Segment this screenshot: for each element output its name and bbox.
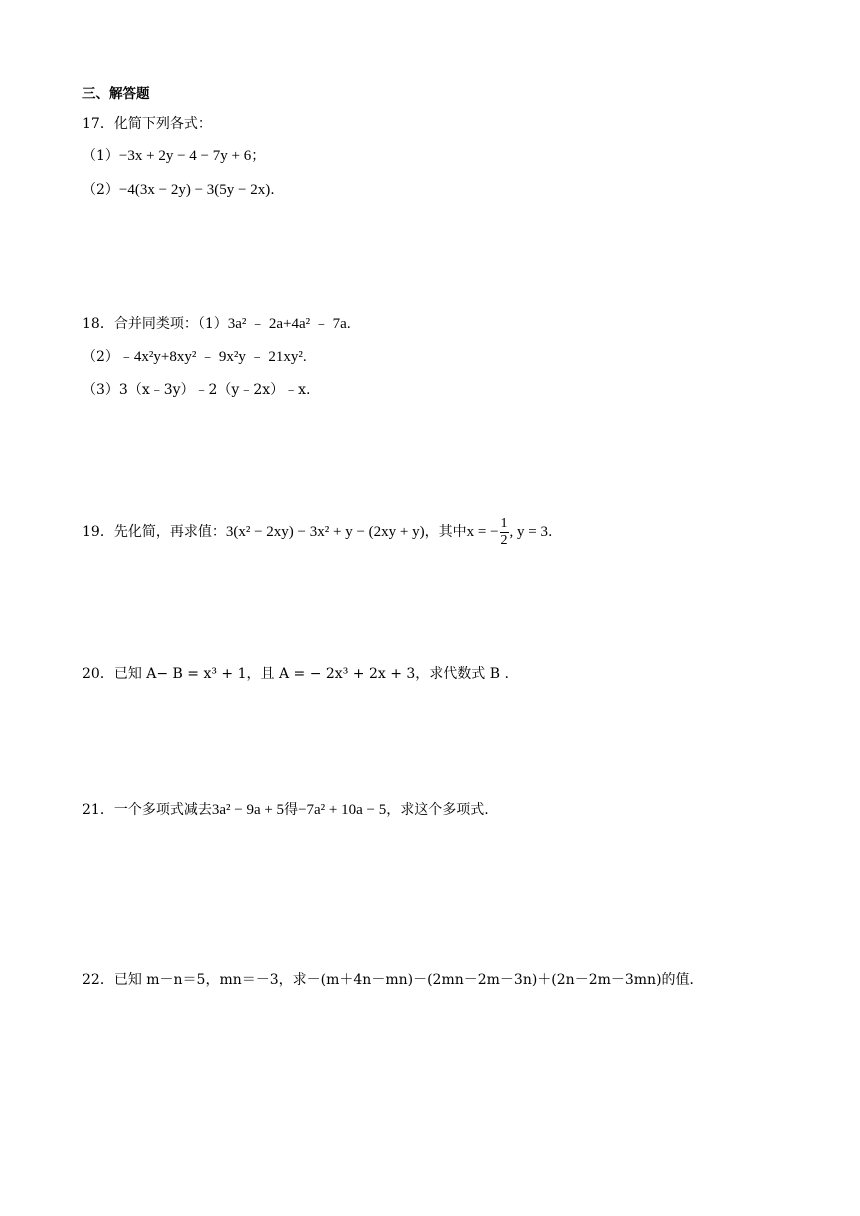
math-expression: −3x + 2y − 4 − 7y + 6 (118, 148, 252, 164)
math-expression: ﹣4x²y+8xy² ﹣ 9x²y ﹣ 21xy². (118, 349, 307, 365)
math-expression: 3(x² − 2xy) − 3x² + y − (2xy + y) (225, 524, 425, 540)
condition-rhs: , y = 3 (509, 524, 548, 540)
fraction-denominator: 2 (500, 532, 508, 548)
question-18-part-1 (82, 314, 351, 334)
math-expression-1: 3a² − 9a + 5 (211, 802, 285, 818)
question-22: 22．已知 m－n＝5，mn＝－3，求－(m＋4n－mn)－(2mn－2m－3n)＋(2n－2m－3mn)的值． (82, 972, 704, 988)
math-expression: 3a² ﹣ 2a+4a² ﹣ 7a. (227, 316, 351, 332)
question-20: 20．已知 A− B = x³ + 1，且 A = − 2x³ + 2x + 3，求代数式 B . (82, 666, 509, 682)
question-21-stem: 21．一个多项式减去 (82, 802, 212, 818)
part-label: （1） (82, 148, 119, 164)
math-expression-2: −7a² + 10a − 5 (298, 802, 387, 818)
question-17-part-2: （2）−4(3x − 2y) − 3(5y − 2x). (82, 182, 275, 198)
fraction (500, 516, 509, 549)
question-19: 19．先化简，再求值：3(x² − 2xy) − 3x² + y − (2xy + y)，其中x = − $\frac{1}{2}$ , y = 3. (82, 515, 553, 548)
question-18-stem: 18．合并同类项：（1） (82, 316, 228, 332)
math-expression: −4(3x − 2y) − 3(5y − 2x) (118, 182, 271, 198)
question-19-stem: 19．先化简，再求值： (82, 524, 226, 540)
question-21: 21．一个多项式减去3a² − 9a + 5得−7a² + 10a − 5，求这个多项式. (82, 802, 489, 818)
condition-lhs: x = − (466, 524, 499, 540)
fraction-numerator: 1 (500, 515, 508, 531)
part-label: （2） (82, 182, 119, 198)
section-title: 三、解答题 (82, 86, 150, 102)
question-18-part-3: （3）3（x﹣3y）﹣2（y﹣2x）﹣x. (82, 382, 311, 398)
question-17-part-1: （1）−3x + 2y − 4 − 7y + 6； (82, 148, 266, 164)
part-label: （2） (82, 349, 119, 365)
question-17-stem: 17．化简下列各式： (82, 116, 212, 132)
question-18-part-2 (82, 347, 307, 367)
